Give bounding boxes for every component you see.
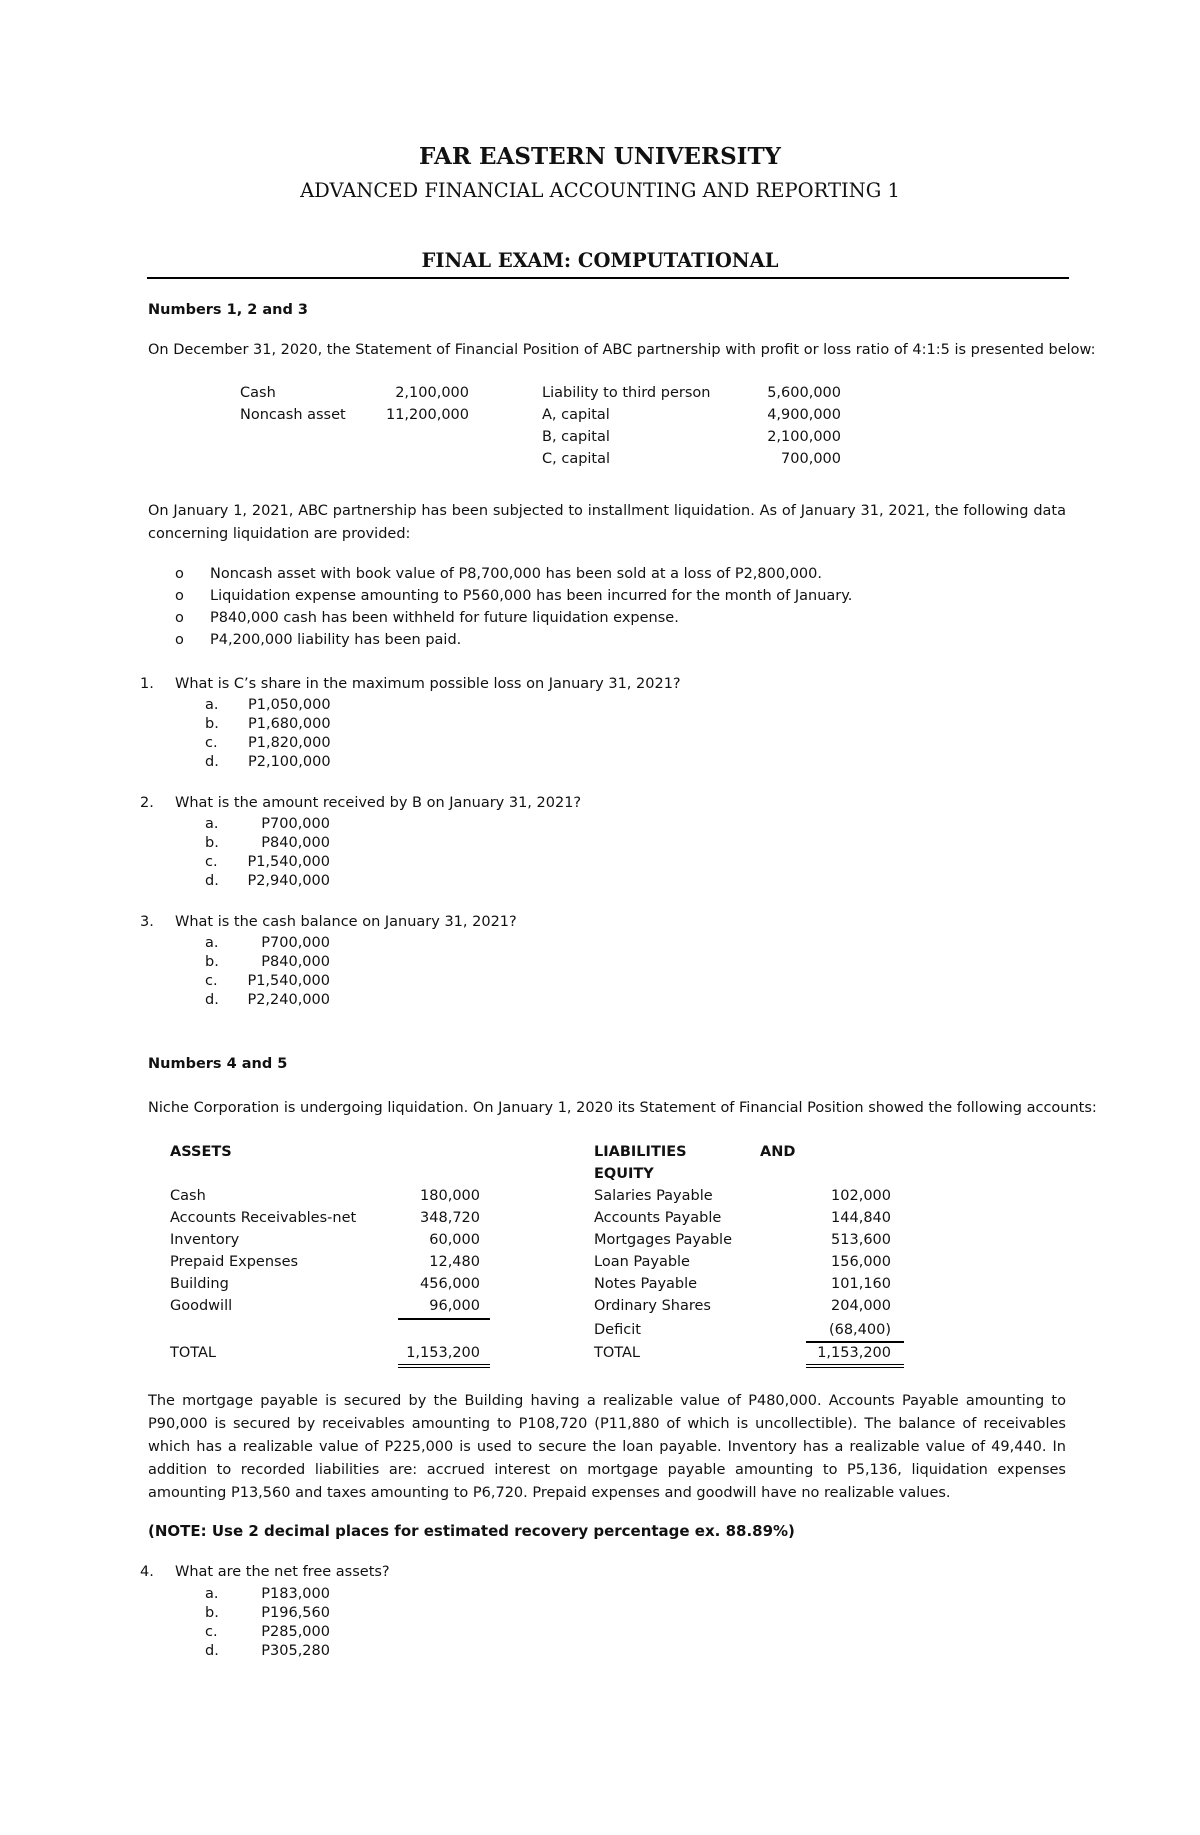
- sfp-label: Cash: [240, 385, 276, 401]
- liability-label: Accounts Payable: [594, 1210, 722, 1226]
- question-text: What are the net free assets?: [175, 1564, 390, 1580]
- question-text: What is C’s share in the maximum possible loss on January 31, 2021?: [175, 676, 681, 692]
- choice-text: P700,000: [261, 816, 330, 832]
- choice-letter: c.: [205, 973, 218, 989]
- question-number: 4.: [140, 1564, 154, 1580]
- liability-value: 102,000: [831, 1188, 891, 1204]
- university-title: FAR EASTERN UNIVERSITY: [419, 143, 781, 170]
- choice-text: P700,000: [261, 935, 330, 951]
- choice-text: P840,000: [261, 954, 330, 970]
- asset-label: Prepaid Expenses: [170, 1254, 299, 1270]
- question-text: What is the cash balance on January 31, 2021?: [175, 914, 517, 930]
- liability-value: 513,600: [831, 1232, 891, 1248]
- choice-text: P2,100,000: [248, 754, 331, 770]
- liability-value: 204,000: [831, 1298, 891, 1314]
- bullet-marker: o: [175, 632, 184, 648]
- list-item: Noncash asset with book value of P8,700,000 has been sold at a loss of P2,800,000.: [210, 566, 822, 582]
- choice-text: P2,240,000: [247, 992, 330, 1008]
- choice-text: P840,000: [261, 835, 330, 851]
- choice-letter: b.: [205, 1605, 219, 1621]
- bullet-marker: o: [175, 610, 184, 626]
- liability-label: Notes Payable: [594, 1276, 698, 1292]
- asset-value: 348,720: [420, 1210, 480, 1226]
- sfp-value: 700,000: [781, 451, 841, 467]
- exam-title: FINAL EXAM: COMPUTATIONAL: [421, 249, 779, 272]
- sfp-value: 2,100,000: [395, 385, 469, 401]
- total-double-underline: [398, 1364, 490, 1368]
- bullet-marker: o: [175, 588, 184, 604]
- equity-heading: EQUITY: [594, 1166, 654, 1182]
- liability-label: Deficit: [594, 1322, 641, 1338]
- liability-label: Ordinary Shares: [594, 1298, 711, 1314]
- question-number: 1.: [140, 676, 154, 692]
- sfp-value: 11,200,000: [385, 407, 469, 423]
- choice-text: P183,000: [261, 1586, 330, 1602]
- question-number: 3.: [140, 914, 154, 930]
- choice-letter: d.: [205, 1643, 219, 1659]
- liability-value: 144,840: [831, 1210, 891, 1226]
- liability-value: 156,000: [831, 1254, 891, 1270]
- question-text: What is the amount received by B on January 31, 2021?: [175, 795, 582, 811]
- choice-letter: c.: [205, 854, 218, 870]
- liabilities-heading: LIABILITIES: [594, 1144, 687, 1160]
- asset-label: Goodwill: [170, 1298, 233, 1314]
- bullet-marker: o: [175, 566, 184, 582]
- section-intro: On December 31, 2020, the Statement of Financial Position of ABC partnership with profit or loss ratio of 4:1:5 is presented below:: [148, 342, 1096, 358]
- header-divider: [147, 277, 1069, 279]
- choice-letter: b.: [205, 716, 219, 732]
- assets-total: 1,153,200: [406, 1345, 480, 1361]
- sfp-label: A, capital: [542, 407, 610, 423]
- asset-label: Building: [170, 1276, 229, 1292]
- sfp-value: 4,900,000: [767, 407, 841, 423]
- choice-letter: b.: [205, 835, 219, 851]
- liability-label: Salaries Payable: [594, 1188, 713, 1204]
- liquidation-intro: On January 1, 2021, ABC partnership has been subjected to installment liquidation. As of January 31, 2021, the following data concerning liquidation are provided:: [148, 503, 1066, 542]
- asset-label: Accounts Receivables-net: [170, 1210, 357, 1226]
- liabilities-heading-and: AND: [760, 1144, 796, 1160]
- asset-value: 180,000: [420, 1188, 480, 1204]
- choice-text: P1,050,000: [248, 697, 331, 713]
- choice-text: P285,000: [261, 1624, 330, 1640]
- choice-text: P196,560: [261, 1605, 330, 1621]
- choice-text: P305,280: [261, 1643, 330, 1659]
- choice-letter: a.: [205, 1586, 219, 1602]
- choice-text: P2,940,000: [247, 873, 330, 889]
- note-instruction: (NOTE: Use 2 decimal places for estimated recovery percentage ex. 88.89%): [148, 1522, 795, 1540]
- choice-letter: c.: [205, 1624, 218, 1640]
- choice-letter: a.: [205, 697, 219, 713]
- sfp-label: B, capital: [542, 429, 610, 445]
- liability-value: 101,160: [831, 1276, 891, 1292]
- asset-value: 60,000: [429, 1232, 480, 1248]
- list-item: Liquidation expense amounting to P560,000 has been incurred for the month of January.: [210, 588, 853, 604]
- liability-label: Loan Payable: [594, 1254, 690, 1270]
- liability-label: Mortgages Payable: [594, 1232, 733, 1248]
- list-item: P840,000 cash has been withheld for future liquidation expense.: [210, 610, 679, 626]
- asset-value: 456,000: [420, 1276, 480, 1292]
- section-heading: Numbers 4 and 5: [148, 1056, 288, 1072]
- total-double-underline: [806, 1364, 904, 1368]
- asset-label: Inventory: [170, 1232, 240, 1248]
- choice-text: P1,540,000: [247, 973, 330, 989]
- liabilities-total: 1,153,200: [817, 1345, 891, 1361]
- subtotal-underline: [806, 1341, 904, 1343]
- liquidation-notes: The mortgage payable is secured by the Building having a realizable value of P480,000. Accounts Payable amounting to P90,000 is secured by receivables amounting to P108,720 (P11,880 of which is uncollectible). The balance of receivables which has a realizable value of P225,000 is used to secure the loan payable. Inventory has a realizable value of 49,440. In addition to recorded liabilities are: accrued interest on mortgage payable amounting to P5,136, liquidation expenses amounting P13,560 and taxes amounting to P6,720. Prepaid expenses and goodwill have no realizable values.: [148, 1393, 1066, 1501]
- choice-letter: a.: [205, 816, 219, 832]
- section-intro: Niche Corporation is undergoing liquidation. On January 1, 2020 its Statement of Financial Position showed the following accounts:: [148, 1100, 1097, 1116]
- sfp-value: 2,100,000: [767, 429, 841, 445]
- liability-value: (68,400): [828, 1322, 891, 1338]
- asset-label: Cash: [170, 1188, 206, 1204]
- choice-letter: d.: [205, 873, 219, 889]
- sfp-label: Noncash asset: [240, 407, 346, 423]
- choice-letter: c.: [205, 735, 218, 751]
- sfp-value: 5,600,000: [767, 385, 841, 401]
- assets-heading: ASSETS: [170, 1144, 232, 1160]
- choice-letter: a.: [205, 935, 219, 951]
- asset-value: 12,480: [429, 1254, 480, 1270]
- choice-text: P1,540,000: [247, 854, 330, 870]
- asset-value: 96,000: [429, 1298, 480, 1314]
- section-heading: Numbers 1, 2 and 3: [148, 302, 309, 318]
- sfp-label: Liability to third person: [542, 385, 711, 401]
- course-title: ADVANCED FINANCIAL ACCOUNTING AND REPORTING 1: [300, 179, 900, 202]
- choice-letter: d.: [205, 754, 219, 770]
- total-label: TOTAL: [594, 1345, 640, 1361]
- choice-letter: d.: [205, 992, 219, 1008]
- choice-text: P1,820,000: [248, 735, 331, 751]
- list-item: P4,200,000 liability has been paid.: [210, 632, 462, 648]
- sfp-label: C, capital: [542, 451, 611, 467]
- total-label: TOTAL: [170, 1345, 216, 1361]
- subtotal-underline: [398, 1318, 490, 1320]
- choice-text: P1,680,000: [248, 716, 331, 732]
- question-number: 2.: [140, 795, 154, 811]
- choice-letter: b.: [205, 954, 219, 970]
